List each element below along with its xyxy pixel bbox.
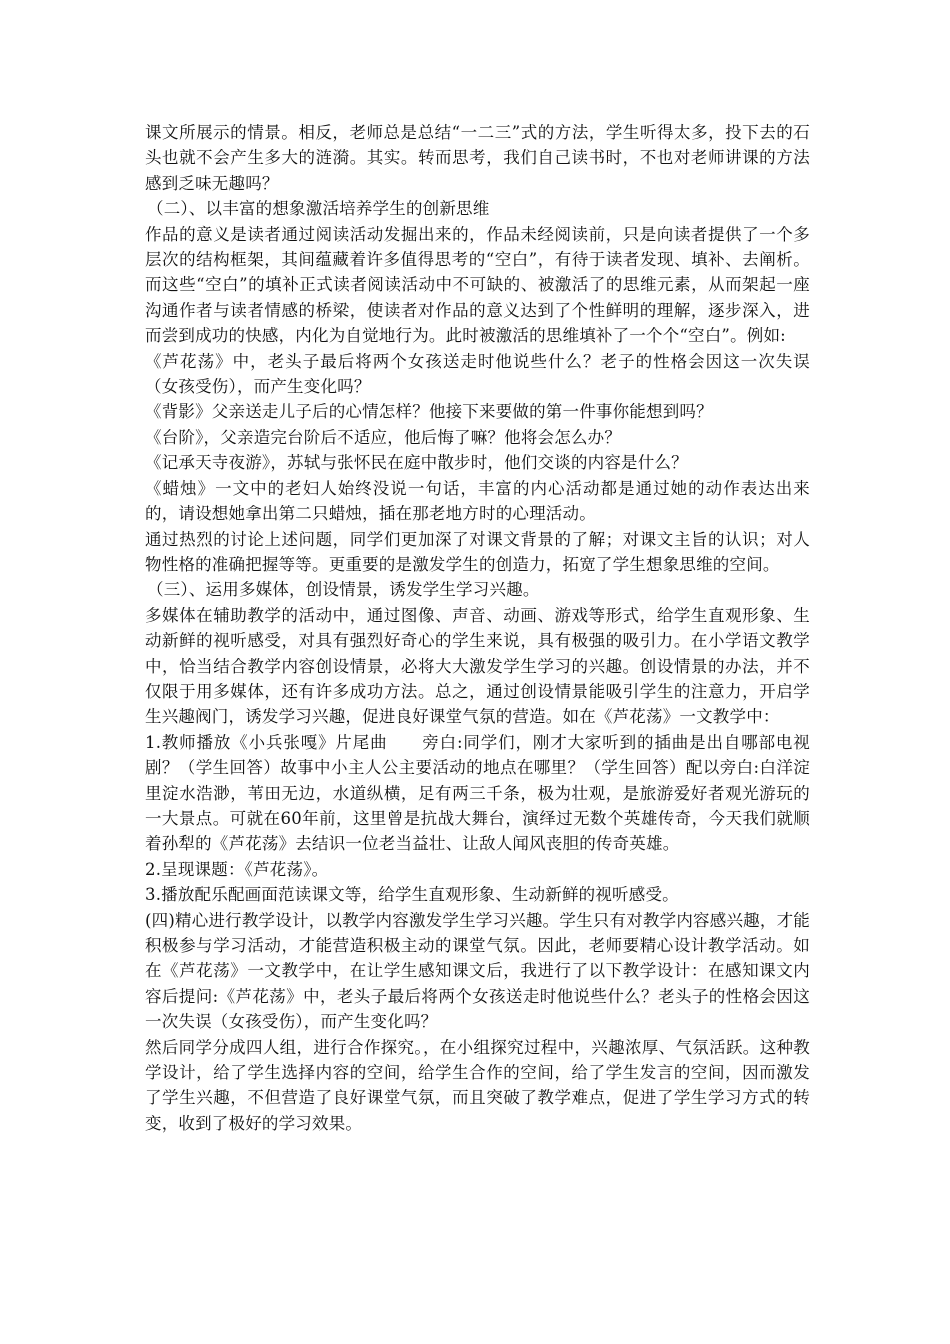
step-1-play-song: 1.教师播放《小兵张嘎》片尾曲 旁白:同学们，刚才大家听到的插曲是出自哪部电视剧？（学生回答）故事中小主人公主要活动的地点在哪里？（学生回答）配以旁白:白洋淀里淀水浩渺，苇田无边，水道纵横，足有两三千条，极为壮观，是旅游爱好者观光游玩的一大景点。可就在60年前，这里曾是抗战大舞台，演绎过无数个英雄传奇，今天我们就顺着孙犁的《芦花荡》去结识一位老当益壮、让敌人闻风丧胆的传奇英雄。: [145, 732, 810, 854]
example-chengtiansi: 《记承天寺夜游》，苏轼与张怀民在庭中散步时，他们交谈的内容是什么？: [145, 453, 688, 473]
paragraph-discussion-result: 通过热烈的讨论上述问题，同学们更加深了对课文背景的了解；对课文主旨的认识；对人物性格的准确把握等等。更重要的是激发学生的创造力，拓宽了学生想象思维的空间。: [145, 529, 810, 574]
example-beiying: 《背影》父亲送走儿子后的心情怎样？他接下来要做的第一件事你能想到吗？: [145, 402, 713, 422]
example-taijie: 《台阶》，父亲造完台阶后不适应，他后悔了嘛？他将会怎么办？: [145, 427, 622, 447]
section-heading-2: （二）、以丰富的想象激活培养学生的创新思维: [147, 199, 490, 219]
paragraph-intro-continuation: 课文所展示的情景。相反，老师总是总结“一二三”式的方法，学生听得太多，投下去的石头也就不会产生多大的涟漪。其实。转而思考，我们自己读书时，不也对老师讲课的方法感到乏味无趣吗？: [145, 123, 810, 193]
section-4-teaching-design: (四)精心进行教学设计，以教学内容激发学生学习兴趣。学生只有对教学内容感兴趣，才能积极参与学习活动，才能营造积极主动的课堂气氛。因此，老师要精心设计教学活动。如在《芦花荡》一文教学中，在让学生感知课文后，我进行了以下教学设计：在感知课文内容后提问:《芦花荡》中，老头子最后将两个女孩送走时他说些什么？老头子的性格会因这一次失误（女孩受伤），而产生变化吗？: [145, 910, 810, 1032]
example-lazhu: 《蜡烛》一文中的老妇人始终没说一句话，丰富的内心活动都是通过她的动作表达出来的，请设想她拿出第二只蜡烛，插在那老地方时的心理活动。: [145, 478, 810, 524]
section-heading-3: （三）、运用多媒体，创设情景，诱发学生学习兴趣。: [147, 580, 540, 600]
paragraph-group-inquiry: 然后同学分成四人组，进行合作探究。，在小组探究过程中，兴趣浓厚、气氛活跃。这种教学设计，给了学生选择内容的空间，给学生合作的空间，给了学生发言的空间，因而激发了学生兴趣，不但营造了良好课堂气氛，而且突破了教学难点，促进了学生学习方式的转变，收到了极好的学习效果。: [145, 1037, 810, 1133]
paragraph-imagination: 作品的意义是读者通过阅读活动发掘出来的，作品未经阅读前，只是向读者提供了一个多层次的结构框架，其间蕴藏着许多值得思考的“空白”，有待于读者发现、填补、去阐析。而这些“空白”的填补正式读者阅读活动中不可缺的、被激活了的思维元素，从而架起一座沟通作者与读者情感的桥梁，使读者对作品的意义达到了个性鲜明的理解，逐步深入，进而尝到成功的快感，内化为自觉地行为。此时被激活的思维填补了一个个“空白”。例如:: [145, 224, 810, 346]
step-3-model-reading: 3.播放配乐配画面范读课文等，给学生直观形象、生动新鲜的视听感受。: [145, 885, 679, 905]
example-luhuadang: 《芦花荡》中，老头子最后将两个女孩送走时他说些什么？老子的性格会因这一次失误（女孩受伤），而产生变化吗？: [145, 351, 810, 397]
step-2-show-title: 2.呈现课题：《芦花荡》。: [145, 859, 329, 879]
document-body: [145, 120, 810, 1136]
paragraph-multimedia: 多媒体在辅助教学的活动中，通过图像、声音、动画、游戏等形式，给学生直观形象、生动新鲜的视听感受，对具有强烈好奇心的学生来说，具有极强的吸引力。在小学语文教学中，恰当结合教学内容创设情景，必将大大激发学生学习的兴趣。创设情景的办法，并不仅限于用多媒体，还有许多成功方法。总之，通过创设情景能吸引学生的注意力，开启学生兴趣阀门，诱发学习兴趣，促进良好课堂气氛的营造。如在《芦花荡》一文教学中：: [145, 605, 810, 727]
